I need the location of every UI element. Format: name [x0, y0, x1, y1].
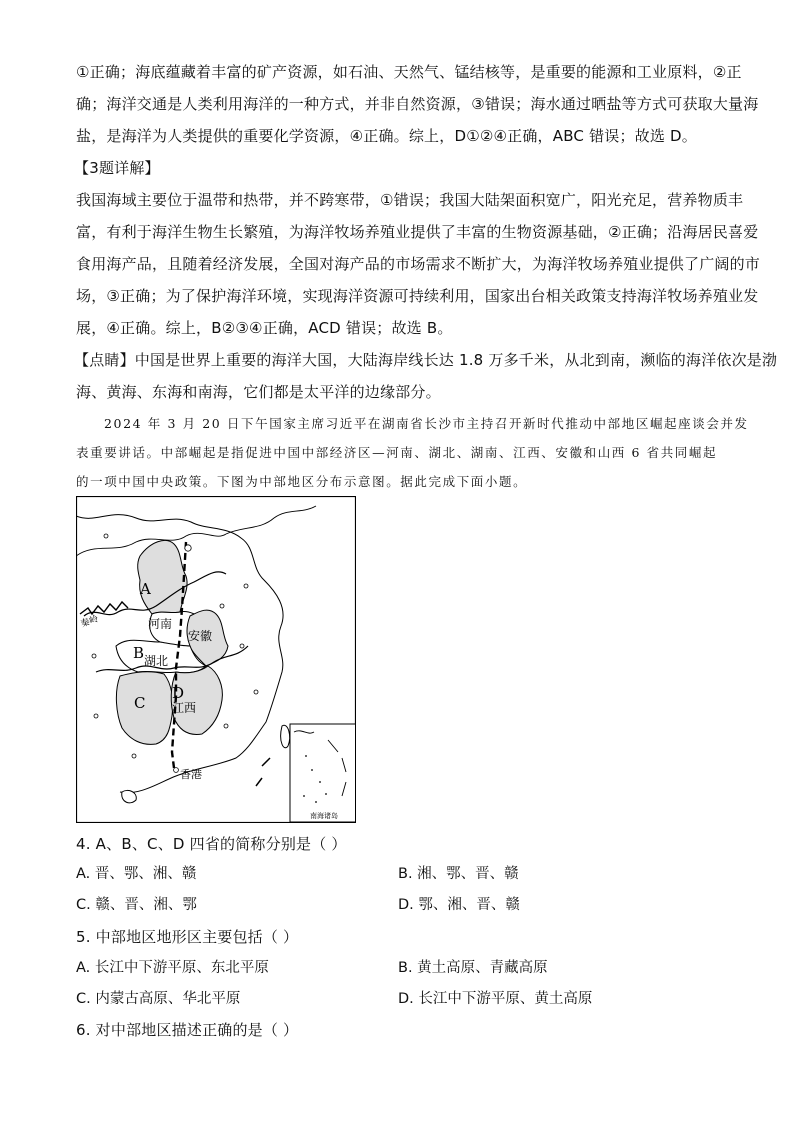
q3-line: 场，③正确；为了保护海洋环境，实现海洋资源可持续利用，国家出台相关政策支持海洋牧场养殖业发	[76, 287, 759, 305]
taiwan	[281, 725, 290, 747]
q5-option-a[interactable]: A. 长江中下游平原、东北平原	[76, 960, 269, 976]
section-heading: 【3题详解】	[74, 159, 160, 177]
label-hubei: 湖北	[144, 654, 169, 668]
analysis-line: ①正确；海底蕴藏着丰富的矿产资源，如石油、天然气、锰结核等，是重要的能源和工业原料，②正	[76, 63, 742, 81]
label-jiangxi: 江西	[172, 701, 197, 715]
label-d: D	[172, 684, 185, 702]
q4-option-a[interactable]: A. 晋、鄂、湘、赣	[76, 866, 197, 882]
q5-option-d[interactable]: D. 长江中下游平原、黄土高原	[398, 991, 593, 1007]
central-region-map	[76, 496, 356, 823]
stem-line: 表重要讲话。中部崛起是指促进中国中部经济区—河南、湖北、湖南、江西、安徽和山西 6 省共同崛起	[76, 445, 718, 460]
analysis-line: 确；海洋交通是人类利用海洋的一种方式，并非自然资源，③错误；海水通过晒盐等方式可获取大量海	[76, 95, 759, 113]
hainan	[122, 790, 137, 802]
q5-option-b[interactable]: B. 黄土高原、青藏高原	[398, 960, 548, 976]
point-line: 海、黄海、东海和南海，它们都是太平洋的边缘部分。	[76, 383, 441, 401]
question-6-stem: 6. 对中部地区描述正确的是（ ）	[76, 1021, 299, 1039]
point-line: 【点睛】中国是世界上重要的海洋大国，大陆海岸线长达 1.8 万多千米，从北到南，濒临的海洋依次是渤	[74, 351, 778, 369]
inset-frame	[290, 724, 356, 822]
q4-option-b[interactable]: B. 湘、鄂、晋、赣	[398, 866, 519, 882]
label-henan: 河南	[148, 617, 173, 631]
label-b: B	[133, 644, 145, 662]
analysis-line: 盐，是海洋为人类提供的重要化学资源，④正确。综上，D①②④正确，ABC 错误；故选 D。	[76, 127, 697, 145]
label-inset: 南海诸岛	[310, 812, 338, 820]
question-4-stem: 4. A、B、C、D 四省的简称分别是（ ）	[76, 835, 347, 853]
q3-line: 我国海域主要位于温带和热带，并不跨寒带，①错误；我国大陆架面积宽广，阳光充足，营养物质丰	[76, 191, 744, 209]
q4-option-d[interactable]: D. 鄂、湘、晋、赣	[398, 897, 520, 913]
q5-option-c[interactable]: C. 内蒙古高原、华北平原	[76, 991, 241, 1007]
q3-line: 食用海产品，且随着经济发展，全国对海产品的市场需求不断扩大，为海洋牧场养殖业提供了广阔的市	[76, 255, 761, 273]
q4-option-c[interactable]: C. 赣、晋、湘、鄂	[76, 897, 197, 913]
label-hongkong: 香港	[180, 768, 202, 781]
label-anhui: 安徽	[188, 629, 213, 643]
label-a: A	[140, 580, 151, 598]
stem-line: 2024 年 3 月 20 日下午国家主席习近平在湖南省长沙市主持召开新时代推动中部地区崛起座谈会并发	[104, 416, 749, 431]
stem-line: 的一项中国中央政策。下图为中部地区分布示意图。据此完成下面小题。	[76, 474, 528, 489]
question-5-stem: 5. 中部地区地形区主要包括（ ）	[76, 928, 299, 946]
q3-line: 展，④正确。综上，B②③④正确，ACD 错误；故选 B。	[76, 319, 453, 337]
q3-line: 富，有利于海洋生物生长繁殖，为海洋牧场养殖业提供了丰富的生物资源基础，②正确；沿海居民喜爱	[76, 223, 759, 241]
label-c: C	[134, 694, 146, 712]
label-qinling: 秦岭	[79, 614, 100, 630]
